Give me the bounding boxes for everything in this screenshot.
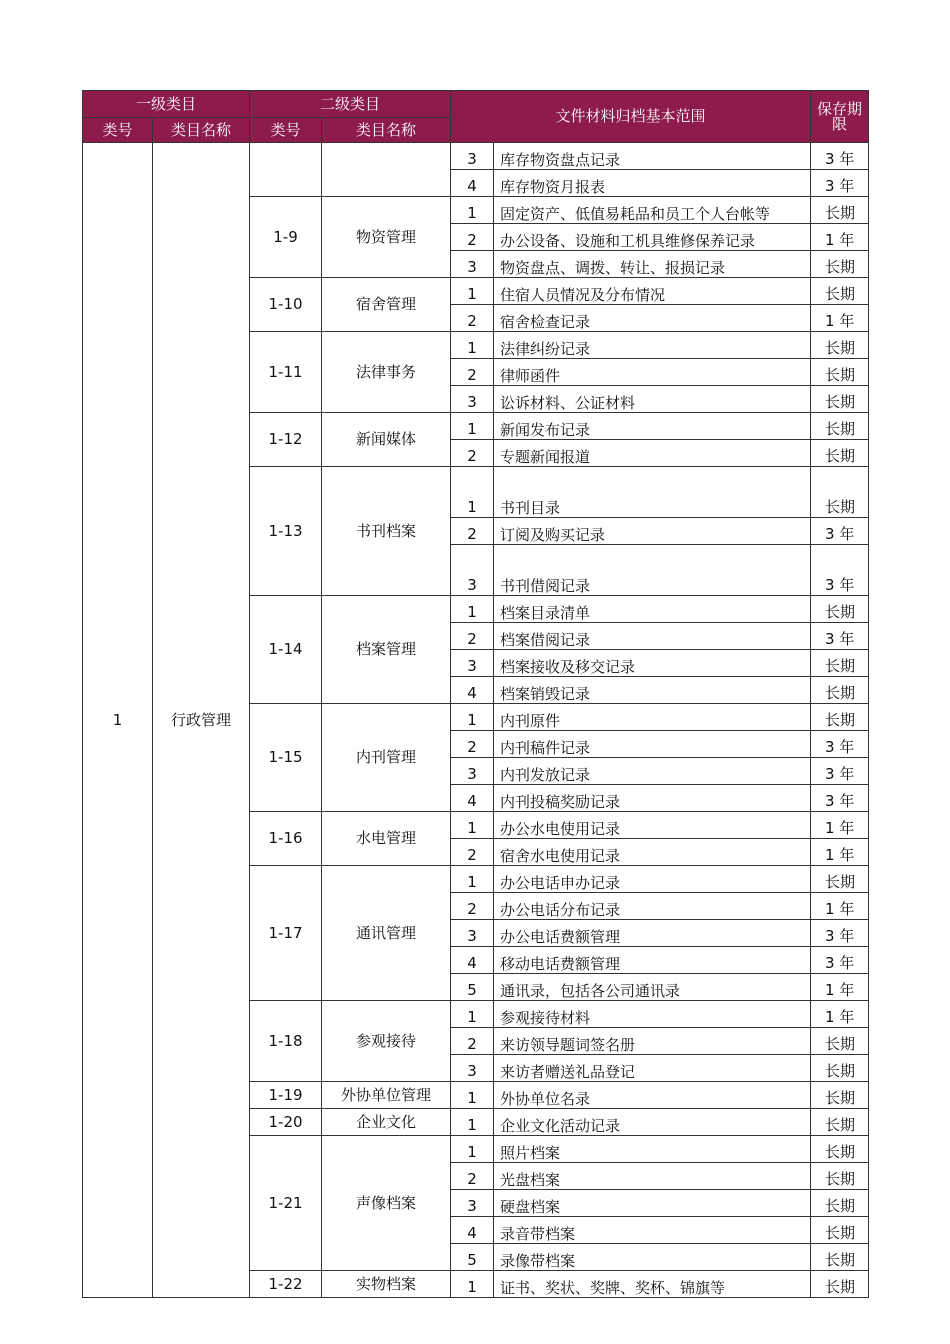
item-retention: 长期 — [811, 1190, 869, 1217]
item-description: 办公电话分布记录 — [494, 893, 811, 920]
item-number: 3 — [451, 251, 494, 278]
item-description: 档案目录清单 — [494, 596, 811, 623]
header-code: 类号 — [83, 118, 153, 143]
item-description: 书刊目录 — [494, 467, 811, 518]
item-retention: 3 年 — [811, 143, 869, 170]
item-retention: 长期 — [811, 467, 869, 518]
item-number: 1 — [451, 866, 494, 893]
subcategory-code: 1-12 — [250, 413, 322, 467]
subcategory-name: 物资管理 — [322, 197, 451, 278]
header-retention: 保存期限 — [811, 91, 869, 143]
item-retention: 长期 — [811, 1109, 869, 1136]
item-retention: 1 年 — [811, 812, 869, 839]
subcategory-code: 1-20 — [250, 1109, 322, 1136]
item-description: 书刊借阅记录 — [494, 545, 811, 596]
item-description: 办公电话申办记录 — [494, 866, 811, 893]
item-description: 固定资产、低值易耗品和员工个人台帐等 — [494, 197, 811, 224]
item-retention: 长期 — [811, 1244, 869, 1271]
item-description: 照片档案 — [494, 1136, 811, 1163]
subcategory-name — [322, 143, 451, 197]
item-number: 3 — [451, 650, 494, 677]
item-description: 住宿人员情况及分布情况 — [494, 278, 811, 305]
item-description: 宿舍检查记录 — [494, 305, 811, 332]
item-description: 办公设备、设施和工机具维修保养记录 — [494, 224, 811, 251]
item-number: 1 — [451, 1109, 494, 1136]
item-retention: 长期 — [811, 413, 869, 440]
item-description: 外协单位名录 — [494, 1082, 811, 1109]
item-number: 2 — [451, 1163, 494, 1190]
item-number: 1 — [451, 1136, 494, 1163]
subcategory-name: 外协单位管理 — [322, 1082, 451, 1109]
item-retention: 长期 — [811, 1136, 869, 1163]
item-retention: 1 年 — [811, 224, 869, 251]
item-retention: 3 年 — [811, 758, 869, 785]
item-number: 1 — [451, 704, 494, 731]
item-description: 专题新闻报道 — [494, 440, 811, 467]
item-retention: 3 年 — [811, 623, 869, 650]
item-description: 库存物资盘点记录 — [494, 143, 811, 170]
item-description: 档案借阅记录 — [494, 623, 811, 650]
subcategory-code: 1-18 — [250, 1001, 322, 1082]
subcategory-name: 水电管理 — [322, 812, 451, 866]
category-name: 行政管理 — [153, 143, 250, 1298]
item-description: 移动电话费额管理 — [494, 947, 811, 974]
item-description: 物资盘点、调拨、转让、报损记录 — [494, 251, 811, 278]
item-retention: 长期 — [811, 197, 869, 224]
item-description: 办公电话费额管理 — [494, 920, 811, 947]
item-retention: 长期 — [811, 332, 869, 359]
subcategory-code: 1-9 — [250, 197, 322, 278]
item-number: 1 — [451, 1001, 494, 1028]
item-retention: 1 年 — [811, 305, 869, 332]
subcategory-code: 1-16 — [250, 812, 322, 866]
item-number: 4 — [451, 947, 494, 974]
item-retention: 长期 — [811, 1271, 869, 1298]
item-number: 3 — [451, 1190, 494, 1217]
subcategory-name: 参观接待 — [322, 1001, 451, 1082]
item-retention: 3 年 — [811, 518, 869, 545]
item-number: 1 — [451, 413, 494, 440]
item-description: 来访者赠送礼品登记 — [494, 1055, 811, 1082]
item-description: 讼诉材料、公证材料 — [494, 386, 811, 413]
item-retention: 1 年 — [811, 893, 869, 920]
item-number: 2 — [451, 893, 494, 920]
item-number: 4 — [451, 170, 494, 197]
item-retention: 3 年 — [811, 785, 869, 812]
item-number: 4 — [451, 785, 494, 812]
item-description: 档案销毁记录 — [494, 677, 811, 704]
item-retention: 长期 — [811, 440, 869, 467]
item-retention: 1 年 — [811, 974, 869, 1001]
item-retention: 长期 — [811, 1217, 869, 1244]
item-retention: 长期 — [811, 650, 869, 677]
item-number: 1 — [451, 1082, 494, 1109]
header-name: 类目名称 — [153, 118, 250, 143]
item-description: 企业文化活动记录 — [494, 1109, 811, 1136]
item-retention: 长期 — [811, 677, 869, 704]
item-retention: 长期 — [811, 1028, 869, 1055]
item-number: 2 — [451, 518, 494, 545]
subcategory-name: 档案管理 — [322, 596, 451, 704]
item-number: 2 — [451, 623, 494, 650]
item-retention: 1 年 — [811, 1001, 869, 1028]
subcategory-name: 新闻媒体 — [322, 413, 451, 467]
item-retention: 长期 — [811, 359, 869, 386]
item-retention: 长期 — [811, 386, 869, 413]
subcategory-name: 企业文化 — [322, 1109, 451, 1136]
item-number: 3 — [451, 758, 494, 785]
subcategory-name: 实物档案 — [322, 1271, 451, 1298]
subcategory-name: 内刊管理 — [322, 704, 451, 812]
item-number: 2 — [451, 839, 494, 866]
item-retention: 长期 — [811, 278, 869, 305]
item-number: 1 — [451, 332, 494, 359]
archive-scope-table — [82, 90, 869, 1298]
header-level1: 一级类目 — [83, 91, 250, 118]
item-number: 1 — [451, 812, 494, 839]
item-number: 1 — [451, 278, 494, 305]
item-number: 2 — [451, 305, 494, 332]
item-retention: 3 年 — [811, 920, 869, 947]
item-number: 3 — [451, 1055, 494, 1082]
item-number: 2 — [451, 731, 494, 758]
table-body — [83, 143, 869, 1298]
item-description: 库存物资月报表 — [494, 170, 811, 197]
item-description: 宿舍水电使用记录 — [494, 839, 811, 866]
item-number: 5 — [451, 974, 494, 1001]
item-number: 5 — [451, 1244, 494, 1271]
header-scope: 文件材料归档基本范围 — [451, 91, 811, 143]
subcategory-name: 书刊档案 — [322, 467, 451, 596]
subcategory-code: 1-21 — [250, 1136, 322, 1271]
item-description: 内刊原件 — [494, 704, 811, 731]
item-number: 2 — [451, 1028, 494, 1055]
item-description: 办公水电使用记录 — [494, 812, 811, 839]
subcategory-code: 1-19 — [250, 1082, 322, 1109]
item-description: 通讯录，包括各公司通讯录 — [494, 974, 811, 1001]
item-number: 2 — [451, 440, 494, 467]
item-retention: 长期 — [811, 866, 869, 893]
subcategory-name: 通讯管理 — [322, 866, 451, 1001]
item-description: 内刊投稿奖励记录 — [494, 785, 811, 812]
item-description: 档案接收及移交记录 — [494, 650, 811, 677]
item-number: 2 — [451, 359, 494, 386]
item-description: 硬盘档案 — [494, 1190, 811, 1217]
item-retention: 长期 — [811, 251, 869, 278]
item-description: 律师函件 — [494, 359, 811, 386]
item-number: 2 — [451, 224, 494, 251]
subcategory-name: 法律事务 — [322, 332, 451, 413]
item-retention: 长期 — [811, 596, 869, 623]
item-description: 参观接待材料 — [494, 1001, 811, 1028]
item-number: 1 — [451, 197, 494, 224]
item-number: 3 — [451, 143, 494, 170]
header-code2: 类号 — [250, 118, 322, 143]
item-number: 4 — [451, 677, 494, 704]
subcategory-code: 1-22 — [250, 1271, 322, 1298]
item-description: 新闻发布记录 — [494, 413, 811, 440]
item-number: 3 — [451, 920, 494, 947]
header-name2: 类目名称 — [322, 118, 451, 143]
subcategory-name: 宿舍管理 — [322, 278, 451, 332]
subcategory-code: 1-15 — [250, 704, 322, 812]
header-level2: 二级类目 — [250, 91, 451, 118]
item-number: 1 — [451, 596, 494, 623]
item-retention: 3 年 — [811, 947, 869, 974]
item-description: 光盘档案 — [494, 1163, 811, 1190]
subcategory-code: 1-17 — [250, 866, 322, 1001]
item-retention: 3 年 — [811, 731, 869, 758]
subcategory-name: 声像档案 — [322, 1136, 451, 1271]
item-retention: 长期 — [811, 704, 869, 731]
item-number: 4 — [451, 1217, 494, 1244]
table-row — [83, 143, 869, 170]
item-description: 录像带档案 — [494, 1244, 811, 1271]
subcategory-code — [250, 143, 322, 197]
item-retention: 3 年 — [811, 545, 869, 596]
item-retention: 长期 — [811, 1055, 869, 1082]
item-description: 录音带档案 — [494, 1217, 811, 1244]
subcategory-code: 1-14 — [250, 596, 322, 704]
item-retention: 1 年 — [811, 839, 869, 866]
subcategory-code: 1-11 — [250, 332, 322, 413]
item-description: 内刊发放记录 — [494, 758, 811, 785]
item-number: 1 — [451, 467, 494, 518]
item-description: 内刊稿件记录 — [494, 731, 811, 758]
item-number: 3 — [451, 545, 494, 596]
item-description: 来访领导题词签名册 — [494, 1028, 811, 1055]
category-code: 1 — [83, 143, 153, 1298]
item-description: 订阅及购买记录 — [494, 518, 811, 545]
item-retention: 长期 — [811, 1082, 869, 1109]
subcategory-code: 1-13 — [250, 467, 322, 596]
item-retention: 3 年 — [811, 170, 869, 197]
item-number: 3 — [451, 386, 494, 413]
item-description: 证书、奖状、奖牌、奖杯、锦旗等 — [494, 1271, 811, 1298]
subcategory-code: 1-10 — [250, 278, 322, 332]
item-retention: 长期 — [811, 1163, 869, 1190]
item-number: 1 — [451, 1271, 494, 1298]
item-description: 法律纠纷记录 — [494, 332, 811, 359]
